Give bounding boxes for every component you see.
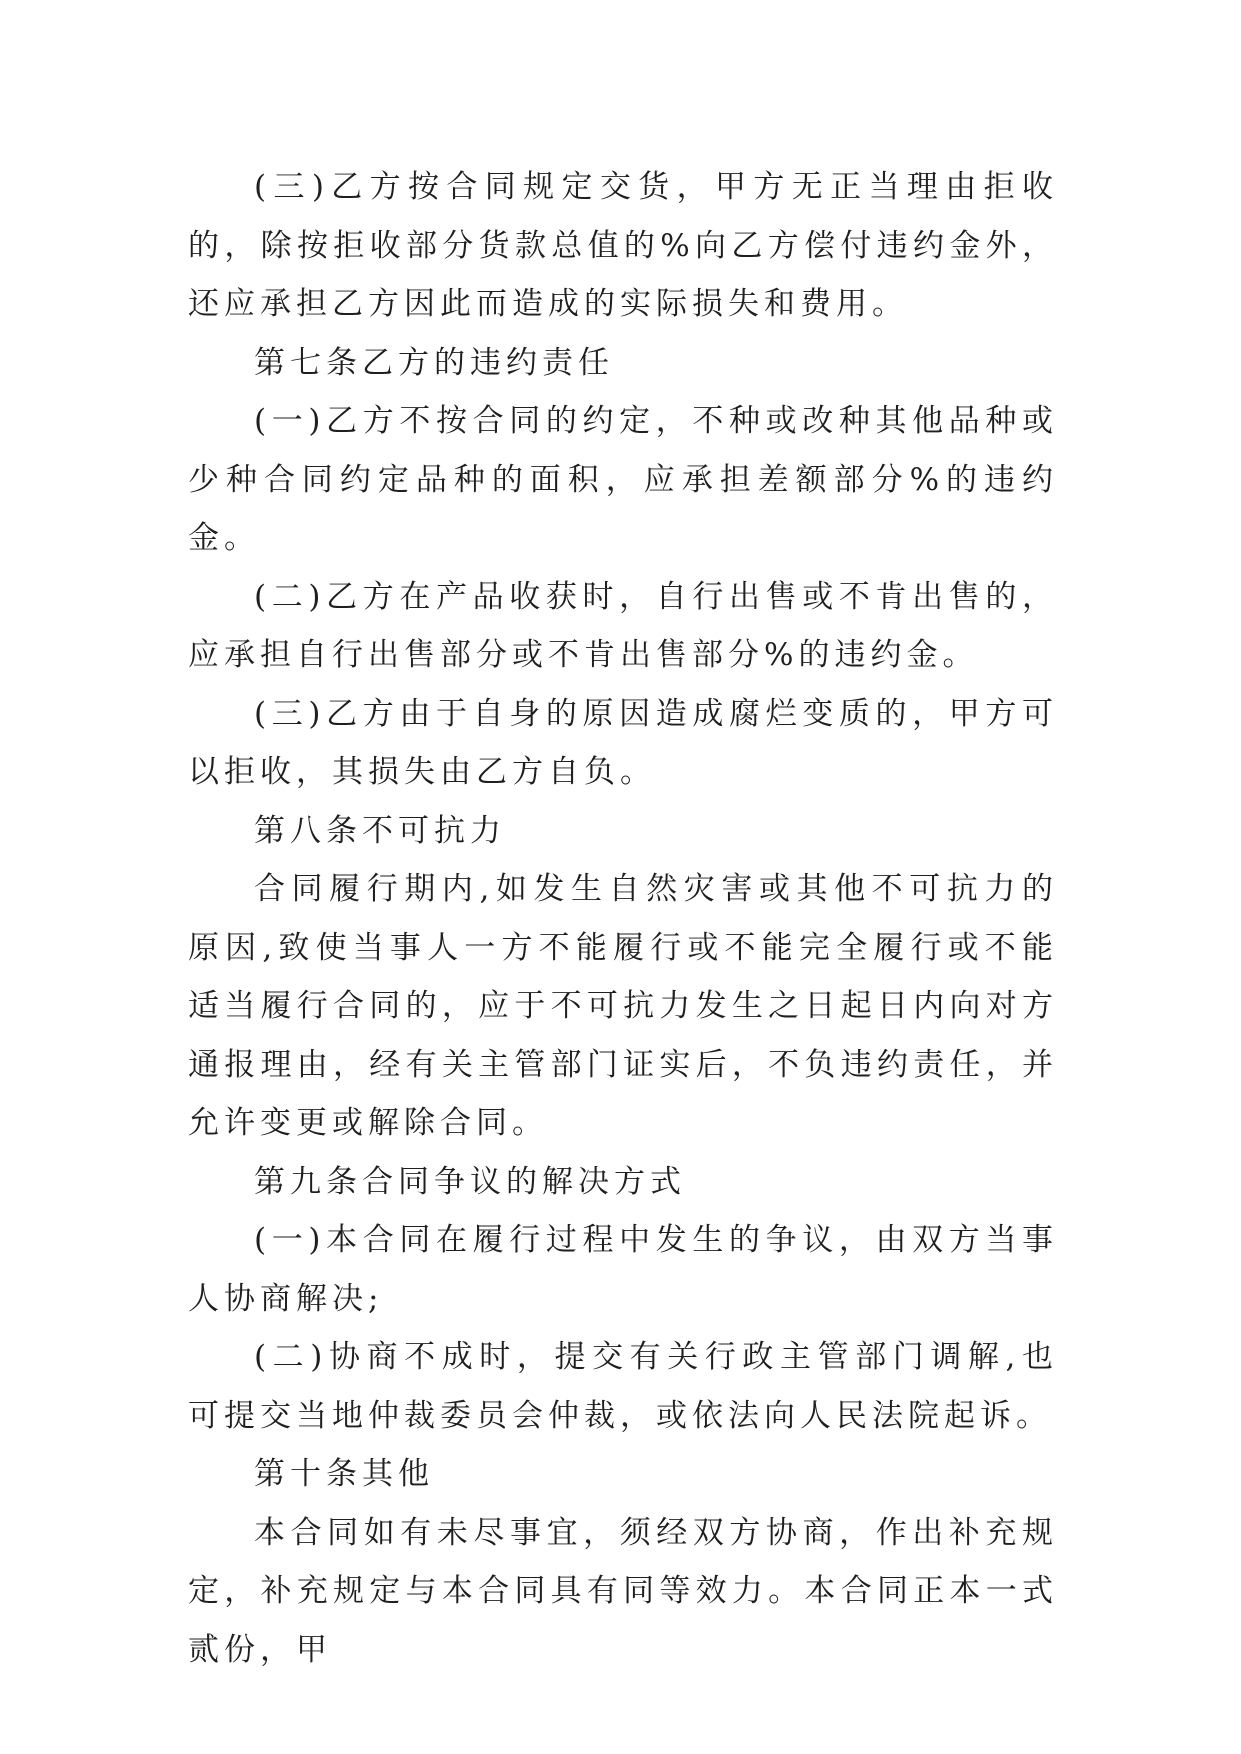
paragraph-clause-10: 本合同如有未尽事宜，须经双方协商，作出补充规定，补充规定与本合同具有同等效力。本合同正本一式贰份，甲 — [188, 1514, 1058, 1668]
paragraph-clause-8: 合同履行期内,如发生自然灾害或其他不可抗力的原因,致使当事人一方不能履行或不能完全履行或不能适当履行合同的，应于不可抗力发生之日起日内向对方通报理由，经有关主管部门证实后，不负违约责任，并允许变更或解除合同。 — [188, 871, 1058, 1141]
paragraph-clause-9-item-2: (二)协商不成时，提交有关行政主管部门调解,也可提交当地仲裁委员会仲裁，或依法向人民法院起诉。 — [188, 1339, 1058, 1434]
heading-clause-9: 第九条合同争议的解决方式 — [254, 1163, 686, 1200]
heading-clause-8: 第八条不可抗力 — [254, 812, 506, 849]
heading-clause-7: 第七条乙方的违约责任 — [254, 344, 614, 381]
paragraph-clause-6-item-3: (三)乙方按合同规定交货，甲方无正当理由拒收的，除按拒收部分货款总值的%向乙方偿付违约金外，还应承担乙方因此而造成的实际损失和费用。 — [188, 169, 1058, 322]
paragraph-clause-7-item-1: (一)乙方不按合同的约定，不种或改种其他品种或少种合同约定品种的面积，应承担差额部分%的违约金。 — [188, 403, 1058, 556]
paragraph-clause-9-item-1: (一)本合同在履行过程中发生的争议，由双方当事人协商解决; — [188, 1222, 1058, 1317]
paragraph-clause-7-item-2: (二)乙方在产品收获时，自行出售或不肯出售的，应承担自行出售部分或不肯出售部分%的违约金。 — [188, 578, 1058, 673]
document-body — [188, 158, 1058, 1679]
paragraph-clause-7-item-3: (三)乙方由于自身的原因造成腐烂变质的，甲方可以拒收，其损失由乙方自负。 — [188, 695, 1058, 790]
heading-clause-10: 第十条其他 — [254, 1456, 434, 1492]
